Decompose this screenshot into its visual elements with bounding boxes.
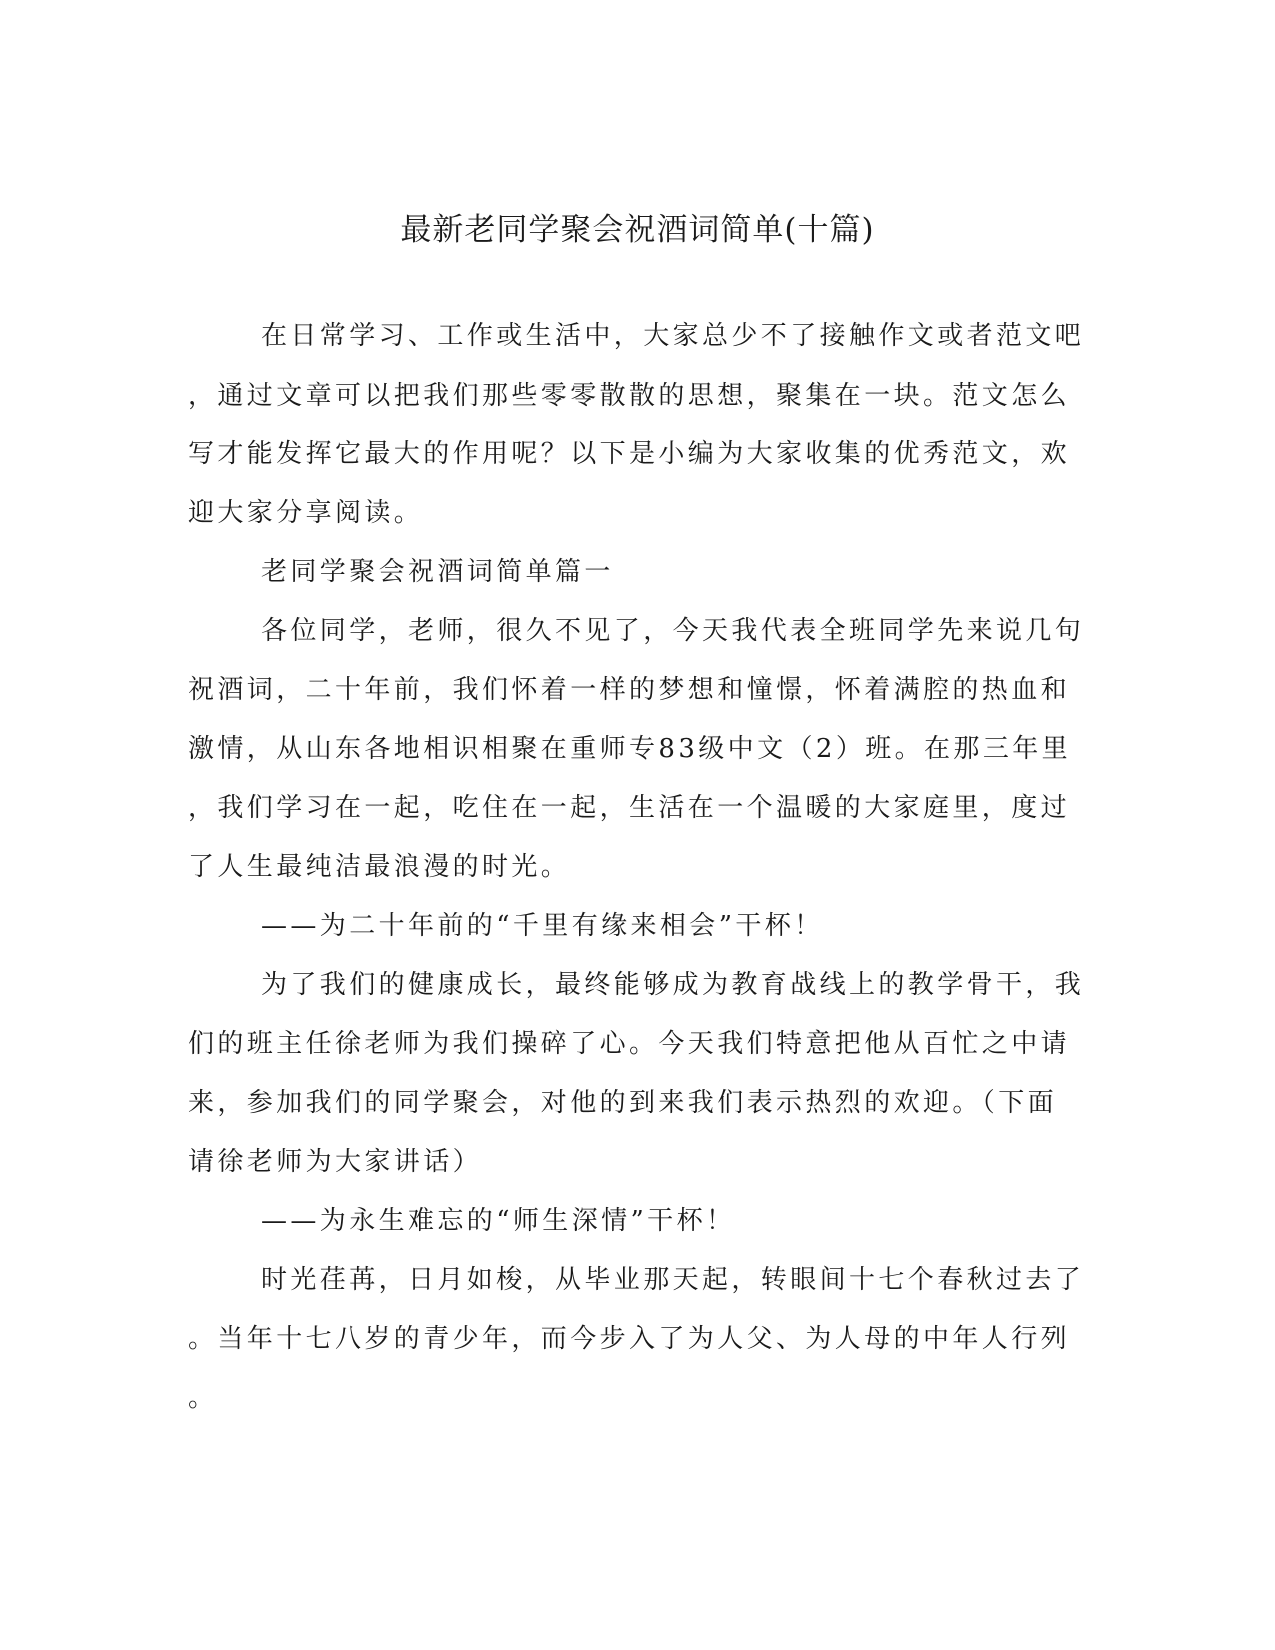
toast-line: ——为二十年前的“千里有缘来相会”干杯！ xyxy=(261,911,824,941)
paragraph-line: ，通过文章可以把我们那些零零散散的思想，聚集在一块。范文怎么 xyxy=(188,381,1071,411)
paragraph-line: 。 xyxy=(188,1383,218,1413)
paragraph-line: ，我们学习在一起，吃住在一起，生活在一个温暖的大家庭里，度过 xyxy=(188,793,1071,823)
toast-line: ——为永生难忘的“师生深情”干杯！ xyxy=(261,1206,736,1236)
paragraph-line: 了人生最纯洁最浪漫的时光。 xyxy=(188,852,571,882)
paragraph-line: 时光荏苒，日月如梭，从毕业那天起，转眼间十七个春秋过去了 xyxy=(261,1265,1085,1295)
paragraph-line: 迎大家分享阅读。 xyxy=(188,498,424,528)
section-heading: 老同学聚会祝酒词简单篇一 xyxy=(261,557,614,587)
paragraph-line: 为了我们的健康成长，最终能够成为教育战线上的教学骨干，我 xyxy=(261,970,1085,1000)
paragraph-line: 请徐老师为大家讲话） xyxy=(188,1147,483,1177)
paragraph-line: 在日常学习、工作或生活中，大家总少不了接触作文或者范文吧 xyxy=(261,321,1085,351)
paragraph-line: 各位同学，老师，很久不见了，今天我代表全班同学先来说几句 xyxy=(261,616,1085,646)
paragraph-line: 写才能发挥它最大的作用呢？以下是小编为大家收集的优秀范文，欢 xyxy=(188,439,1071,469)
paragraph-line: 激情，从山东各地相识相聚在重师专83级中文（2）班。在那三年里 xyxy=(188,734,1072,764)
paragraph-line: 。当年十七八岁的青少年，而今步入了为人父、为人母的中年人行列 xyxy=(188,1324,1071,1354)
document-title: 最新老同学聚会祝酒词简单(十篇) xyxy=(400,212,875,248)
paragraph-line: 们的班主任徐老师为我们操碎了心。今天我们特意把他从百忙之中请 xyxy=(188,1029,1071,1059)
paragraph-line: 祝酒词，二十年前，我们怀着一样的梦想和憧憬，怀着满腔的热血和 xyxy=(188,675,1071,705)
paragraph-line: 来，参加我们的同学聚会，对他的到来我们表示热烈的欢迎。（下面 xyxy=(188,1088,1058,1118)
